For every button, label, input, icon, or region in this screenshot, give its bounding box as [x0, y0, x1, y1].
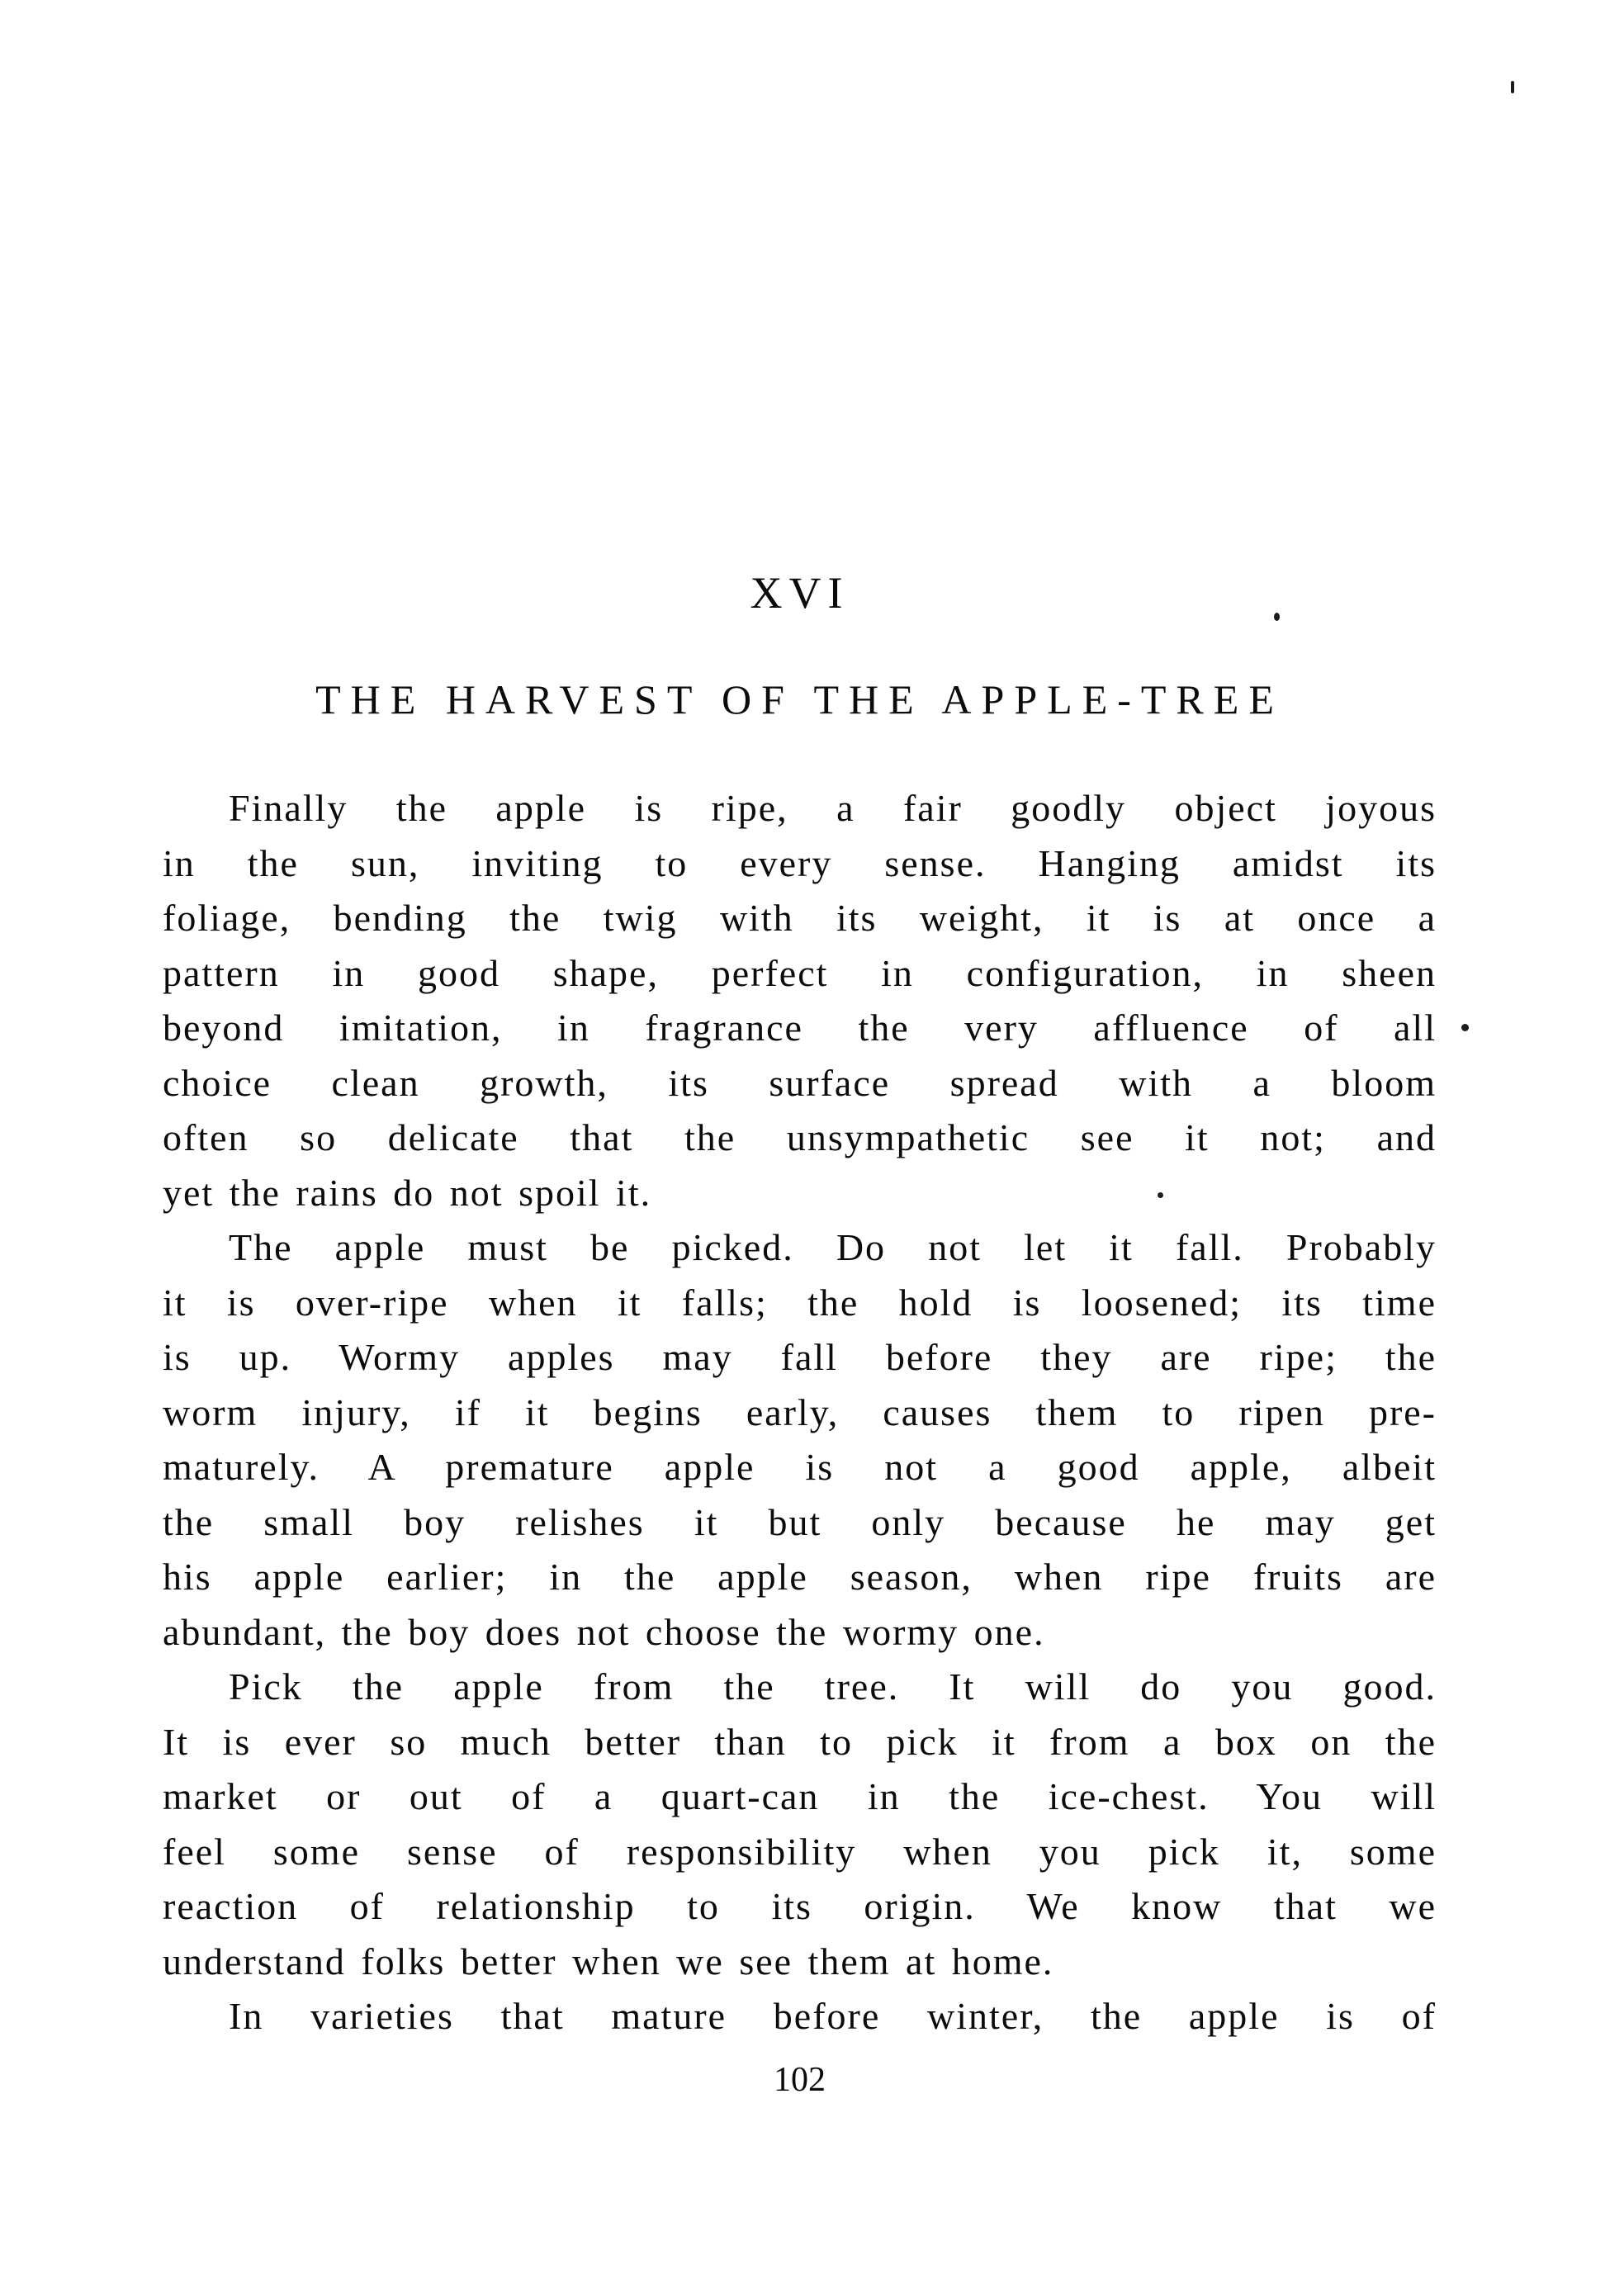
scan-speck [1511, 81, 1514, 93]
scan-speck [1158, 1192, 1163, 1198]
chapter-number: XVI [750, 568, 850, 618]
text-line: it is over-ripe when it falls; the hold is loosened; its time [163, 1281, 1437, 1324]
scan-speck [1274, 613, 1280, 621]
text-line: is up. Wormy apples may fall before they are ripe; the [163, 1336, 1437, 1378]
chapter-title: THE HARVEST OF THE APPLE-TREE [315, 676, 1284, 722]
paragraph [163, 781, 1437, 1220]
text-line: foliage, bending the twig with its weight, it is at once a [163, 897, 1437, 939]
text-line: market or out of a quart-can in the ice-chest. You will [163, 1775, 1437, 1817]
text-line: The apple must be picked. Do not let it fall. Probably [229, 1226, 1437, 1268]
text-line: in the sun, inviting to every sense. Hanging amidst its [163, 841, 1437, 884]
paragraph [163, 1660, 1437, 1989]
paragraph [163, 1989, 1437, 2044]
text-line: yet the rains do not spoil it. [163, 1171, 652, 1214]
text-line: reaction of relationship to its origin. We know that we [163, 1885, 1437, 1927]
text-line: pattern in good shape, perfect in configuration, in sheen [163, 951, 1437, 994]
page-number: 102 [774, 2061, 826, 2099]
text-line: Pick the apple from the tree. It will do you good. [229, 1665, 1437, 1708]
text-line: worm injury, if it begins early, causes them to ripen pre- [163, 1390, 1437, 1433]
text-line: the small boy relishes it but only because he may get [163, 1500, 1437, 1543]
scan-speck [1461, 1024, 1469, 1031]
text-line: It is ever so much better than to pick it from a box on the [163, 1720, 1437, 1763]
text-line: feel some sense of responsibility when you pick it, some [163, 1830, 1437, 1873]
text-line: often so delicate that the unsympathetic see it not; and [163, 1116, 1437, 1158]
body-text [163, 781, 1437, 2044]
text-line: maturely. A premature apple is not a good apple, albeit [163, 1446, 1437, 1488]
text-line: his apple earlier; in the apple season, when ripe fruits are [163, 1556, 1437, 1598]
text-line: In varieties that mature before winter, the apple is of [229, 1995, 1437, 2037]
text-line: abundant, the boy does not choose the wormy one. [163, 1610, 1045, 1653]
text-line: beyond imitation, in fragrance the very affluence of all [163, 1007, 1437, 1049]
paragraph [163, 1220, 1437, 1660]
text-line: choice clean growth, its surface spread with a bloom [163, 1061, 1437, 1104]
text-line: Finally the apple is ripe, a fair goodly object joyous [229, 787, 1437, 829]
text-line: understand folks better when we see them at home. [163, 1940, 1054, 1982]
